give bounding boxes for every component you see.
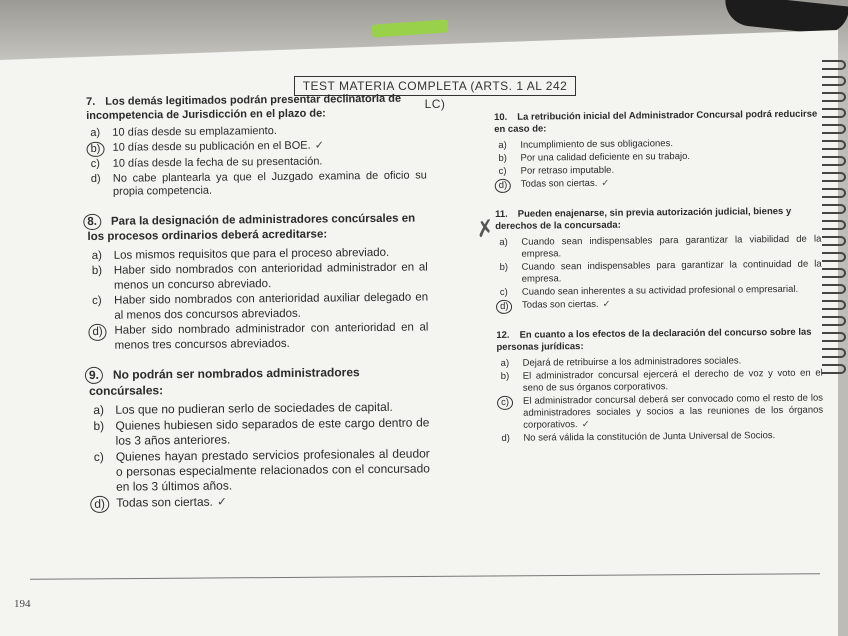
question-11 [495, 206, 822, 314]
question-text: En cuanto a los efectos de la declaración del concurso sobre las personas jurídicas: [496, 326, 812, 353]
question-number: 10. [494, 111, 508, 123]
cross-mark-icon: ✗ [473, 214, 497, 243]
answer-circle: c) [497, 396, 513, 410]
option-c: c) Por retraso imputable. [498, 164, 615, 177]
answer-circle: d) [495, 179, 512, 193]
question-number: 11. [495, 208, 508, 220]
answer-circle: b) [86, 141, 104, 157]
option-a: a) 10 días desde su emplazamiento. [90, 125, 277, 139]
test-title: TEST MATERIA COMPLETA (ARTS. 1 AL 242 LC) [294, 76, 576, 96]
checkmark-icon: ✓ [601, 177, 610, 189]
option-a: a) Cuando sean indispensables para garantizar la viabilidad de la empresa. [499, 233, 822, 260]
option-c: c) El administrador concursal deberá ser convocado como el resto de los administradores sociales y socios a las reuniones de los órganos corporativos. ✓ [497, 393, 823, 432]
question-text: Para la designación de administradores concúrsales en los procesos ordinarios deberá acreditarse: [87, 212, 416, 243]
checkmark-icon: ✓ [602, 298, 611, 310]
question-number: 9. [85, 367, 103, 384]
question-text: La retribución inicial del Administrador Concursal podrá reducirse en caso de: [494, 108, 818, 135]
option-d: d) Todas son ciertas. ✓ [496, 297, 822, 314]
option-b: b) Quienes hubiesen sido separados de este cargo dentro de los 3 años anteriores. [93, 415, 430, 448]
option-b: b) Haber sido nombrados con anterioridad administrador en al menos un concurso abreviado. [91, 261, 428, 292]
question-text: Pueden enajenarse, sin previa autorización judicial, bienes y derechos de la concursada: [495, 205, 792, 232]
option-d: d) Todas son ciertas. ✓ [90, 492, 430, 513]
answer-circle: d) [90, 496, 109, 513]
right-column [494, 109, 824, 453]
question-9 [89, 363, 431, 513]
left-column [86, 92, 430, 521]
option-a: a) Dejará de retribuirse a los administradores sociales. [500, 355, 742, 369]
option-b: b) 10 días desde su publicación en el BOE. ✓ [86, 138, 426, 157]
option-b: b) El administrador concursal ejercerá el derecho de voz y voto en el seno de sus órganos corporativos. [500, 367, 823, 394]
answer-circle: d) [88, 324, 106, 341]
option-c: c) Haber sido nombrados con anterioridad auxiliar delegado en al menos dos concursos abreviados. [92, 291, 429, 322]
option-a: a) Incumplimiento de sus obligaciones. [498, 138, 674, 151]
question-text: Los demás legitimados podrán presentar declinatoria de incompetencia de Jurisdicción en el plazo de: [86, 92, 402, 122]
option-c: c) 10 días desde la fecha de su presentación. [90, 155, 323, 170]
page-number: 194 [14, 598, 31, 610]
checkmark-icon: ✓ [314, 139, 324, 152]
question-12 [496, 327, 823, 445]
question-10 [494, 109, 821, 193]
option-c: c) Quienes hayan prestado servicios profesionales al deudor o personas especialmente relacionados con el concursado en los 3 últimos años. [93, 446, 430, 494]
checkmark-icon: ✓ [216, 494, 228, 509]
option-d: d) No será válida la constitución de Junta Universal de Socios. [501, 430, 776, 444]
question-7 [86, 92, 427, 199]
spiral-binding [822, 60, 848, 300]
answer-circle: d) [496, 300, 513, 314]
option-d: d) No cabe plantearla ya que el Juzgado examina de oficio su propia competencia. [90, 168, 427, 198]
option-d: d) Todas son ciertas. ✓ [495, 176, 821, 193]
question-8 [87, 210, 428, 353]
question-text: No podrán ser nombrados administradores concúrsales: [89, 365, 360, 398]
option-b: b) Por una calidad deficiente en su trabajo. [498, 150, 691, 164]
checkmark-icon: ✓ [581, 419, 590, 431]
question-number: 8. [83, 213, 101, 230]
question-number: 12. [496, 329, 510, 341]
option-b: b) Cuando sean indispensables para garantizar la continuidad de la empresa. [499, 258, 822, 285]
question-number: 7. [86, 95, 96, 108]
option-a: a) Los mismos requisitos que para el proceso abreviado. [91, 246, 390, 262]
option-a: a) Los que no pudieran serlo de sociedades de capital. [93, 399, 393, 417]
option-c: c) Cuando sean inherentes a su actividad profesional o empresarial. [499, 283, 799, 298]
option-d: d) Haber sido nombrado administrador con anterioridad en al menos tres concursos abreviados. [88, 320, 428, 353]
